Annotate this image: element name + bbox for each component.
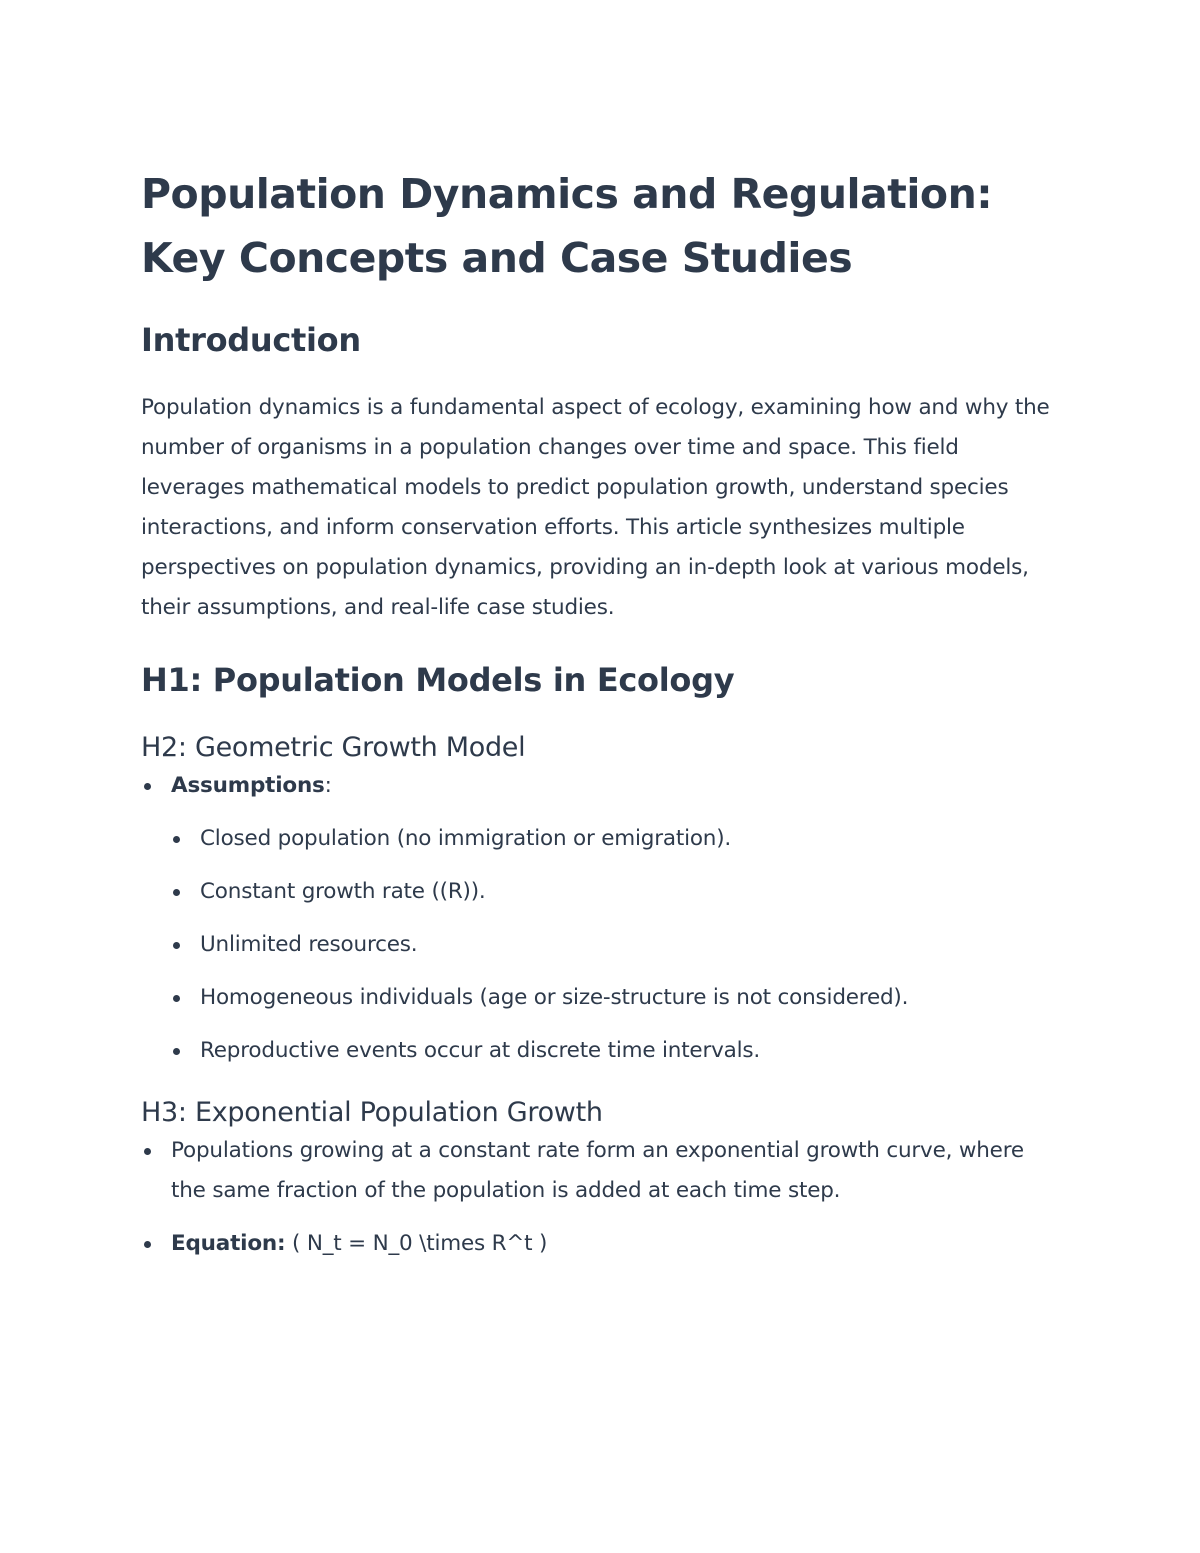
assumption-text: Closed population (no immigration or emigration). [200,826,732,851]
bullet-icon [173,995,180,1002]
list-item-equation [141,1224,1061,1264]
list-item [141,819,1061,859]
introduction-heading: Introduction [141,321,361,359]
exponential-growth-text: Populations growing at a constant rate form an exponential growth curve, where the same fraction of the population is added at each time step. [171,1138,1024,1203]
bullet-icon [144,783,151,790]
document-title-line-2: Key Concepts and Case Studies [141,234,853,282]
assumption-text: Homogeneous individuals (age or size-structure is not considered). [200,985,909,1010]
list-item [141,1031,1061,1071]
bullet-icon [144,1241,151,1248]
document-title-line-1: Population Dynamics and Regulation: [141,170,993,218]
bullet-icon [173,942,180,949]
assumption-text: Constant growth rate ((R)). [200,879,486,904]
list-item [141,925,1061,965]
introduction-paragraph: Population dynamics is a fundamental aspect of ecology, examining how and why the number of organisms in a population changes over time and space. This field leverages mathematical models to predict population growth, understand species interactions, and inform conservation efforts. This article synthesizes multiple perspectives on population dynamics, providing an in-depth look at various models, their assumptions, and real-life case studies. [141,395,1050,620]
exponential-growth-list [141,1131,1061,1264]
geometric-growth-list [141,766,1061,1071]
assumptions-label: Assumptions [171,773,325,798]
bullet-icon [173,836,180,843]
section-heading-population-models: H1: Population Models in Ecology [141,661,735,699]
list-item [141,1131,1061,1211]
assumptions-colon: : [324,773,332,798]
document-title [141,162,1061,290]
assumption-text: Reproductive events occur at discrete time intervals. [200,1038,761,1063]
subsection-heading-exponential-growth: H3: Exponential Population Growth [141,1097,603,1128]
list-item [141,872,1061,912]
equation-label: Equation: [171,1231,286,1256]
subsection-heading-geometric-growth: H2: Geometric Growth Model [141,732,526,763]
bullet-icon [173,1048,180,1055]
bullet-icon [173,889,180,896]
document-page [141,162,1061,1264]
assumption-text: Unlimited resources. [200,932,418,957]
list-item [141,978,1061,1018]
equation-text: ( N_t = N_0 \times R^t ) [285,1231,548,1256]
list-item-assumptions [141,766,1061,806]
bullet-icon [144,1148,151,1155]
